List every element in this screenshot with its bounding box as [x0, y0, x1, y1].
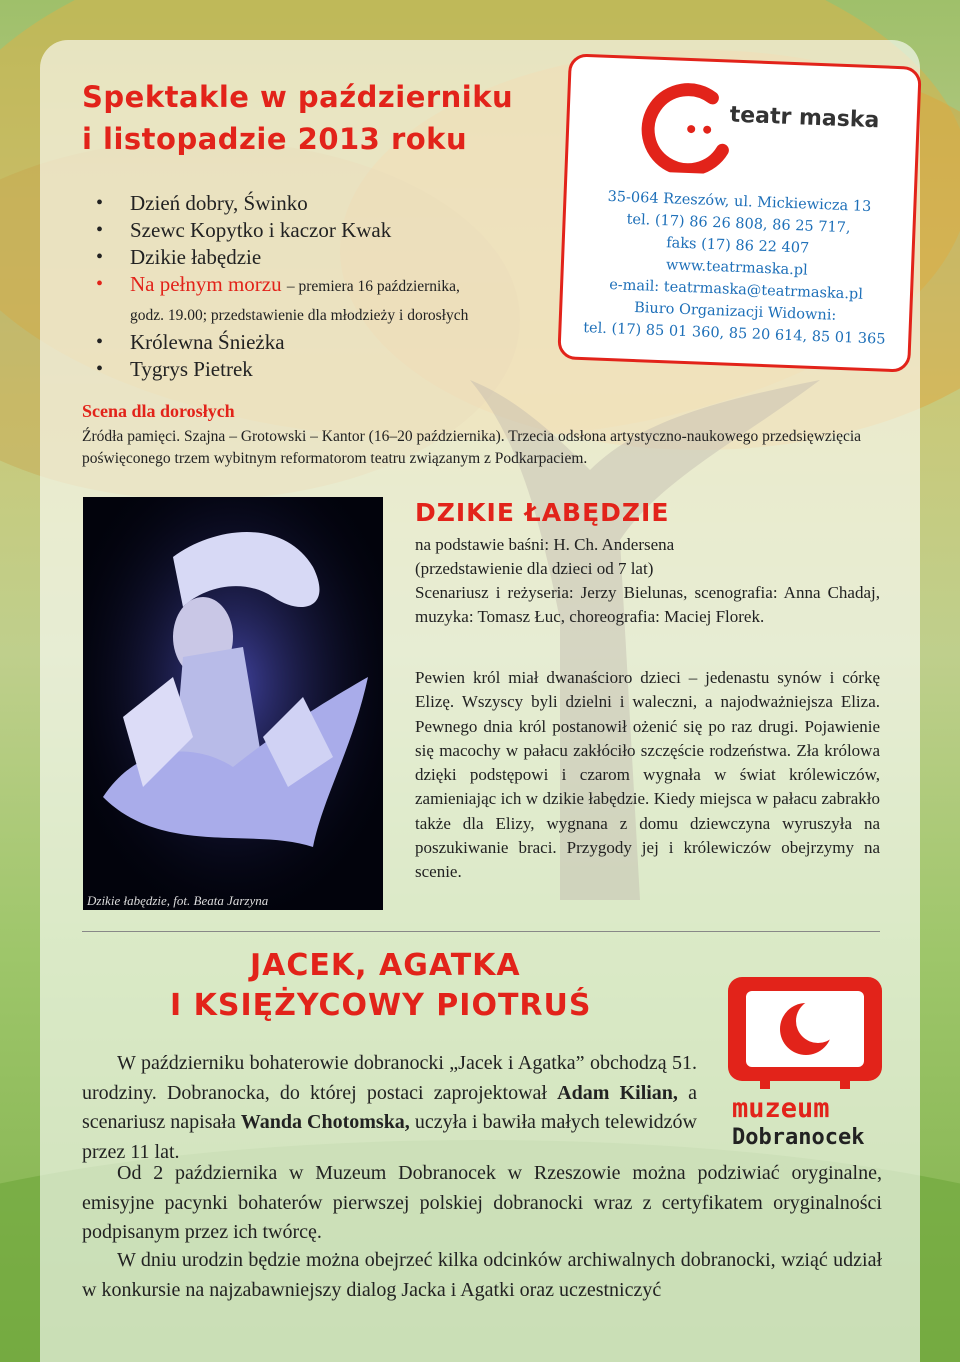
dobranocek-label: Dobranocek [732, 1125, 865, 1150]
stage-photo-image [83, 497, 383, 910]
photo-caption: Dzikie łabędzie, fot. Beata Jarzyna [87, 893, 269, 908]
tv-icon [720, 973, 890, 1091]
dzikie-credits: Scenariusz i reżyseria: Jerzy Bielunas, scenografia: Anna Chadaj, muzyka: Tomasz Łuc, choreografia: Maciej Florek. [415, 583, 880, 627]
page-title-line1: Spektakle w październiku [82, 80, 514, 114]
muzeum-dobranocek-logo [720, 973, 890, 1163]
page-title-line2: i listopadzie 2013 roku [82, 122, 468, 156]
dzikie-story: Pewien król miał dwanaścioro dzieci – jedenastu synów i córkę Elizę. Wszyscy byli dzielni i waleczni, a najodważniejsza Eliza. Pewnego dnia król postanowił ożenić się po raz drugi. Pojawienie się macochy w pałacu zakłóciło szczęście rodzeństwa. Zła królowa dzięki podstępowi i czarom wygnała w świat królewiczów, zamieniając ich w dzikie łabędzie. Kiedy miejsca w pałacu zabrakło także dla Elizy, wygnana z domu dziewczyna wyruszyła na poszukiwanie braci. Przygody jej i królewiczów obejrzymy na scenie. [415, 668, 880, 882]
website-link[interactable]: www.teatrmaska.pl [665, 257, 809, 279]
show-note-detail: godz. 19.00; przedstawienie dla młodzieży i dorosłych [130, 307, 469, 324]
dzikie-labedzie-photo [83, 497, 383, 910]
theatre-name: teatr maska [729, 102, 880, 134]
show-title: Szewc Kopytko i kaczor Kwak [130, 218, 392, 242]
show-item [92, 329, 562, 356]
shows-list [92, 190, 562, 383]
jacek-heading-line1: JACEK, AGATKA [250, 948, 521, 983]
email-link[interactable]: e-mail: teatrmaska@teatrmaska.pl [608, 277, 864, 303]
dzikie-age: (przedstawienie dla dzieci od 7 lat) [415, 559, 654, 578]
office-label: Biuro Organizacji Widowni: [633, 300, 837, 324]
section-divider [82, 931, 880, 932]
jacek-heading-line2: I KSIĘŻYCOWY PIOTRUŚ [170, 988, 592, 1023]
theatre-contact-card [557, 53, 921, 372]
phone: tel. (17) 86 26 808, 86 25 717, [626, 211, 851, 237]
show-item [92, 190, 562, 217]
jacek-paragraph-2: Od 2 października w Muzeum Dobranocek w Rzeszowie można podziwiać oryginalne, emisyjne pacynki bohaterów pierwszej polskiej dobranocki wraz z certyfikatem oryginalności podpisanym przez ich twórcę. [82, 1162, 882, 1243]
dzikie-source: na podstawie baśni: H. Ch. Andersena [415, 535, 675, 554]
office-phone: tel. (17) 85 01 360, 85 20 614, 85 01 365 [582, 320, 886, 348]
muzeum-label: muzeum [732, 1093, 830, 1124]
show-note: – premiera 16 października, [286, 278, 460, 295]
show-title: Królewna Śnieżka [130, 330, 285, 354]
show-item [92, 244, 562, 271]
jacek-paragraph-3: W dniu urodzin będzie można obejrzeć kilka odcinków archiwalnych dobranocki, wziąć udział w konkursie na najzabawniejszy dialog Jacka i Agatki oraz uczestniczyć [82, 1249, 882, 1301]
show-item-premiere [92, 271, 562, 329]
address: 35-064 Rzeszów, ul. Mickiewicza 13 [607, 188, 872, 216]
teatr-maska-logo-icon [640, 81, 741, 175]
dzikie-heading: DZIKIE ŁABĘDZIE [415, 498, 670, 527]
scena-text: Źródła pamięci. Szajna – Grotowski – Kantor (16–20 października). Trzecia odsłona artystyczno-naukowego przedsięwzięcia poświęconego trzem wybitnym reformatorom teatru związanym z Podkarpaciem. [82, 428, 862, 467]
show-title: Tygrys Pietrek [130, 357, 253, 381]
show-title: Dzikie łabędzie [130, 245, 262, 269]
show-title: Na pełnym morzu [130, 272, 282, 296]
show-title: Dzień dobry, Świnko [130, 191, 308, 215]
show-item [92, 217, 562, 244]
theatre-contact [569, 185, 905, 352]
show-item [92, 356, 562, 383]
scena-heading: Scena dla dorosłych [82, 401, 235, 421]
fax: faks (17) 86 22 407 [665, 235, 810, 257]
jacek-paragraph-1: W październiku bohaterowie dobranocki „Jacek i Agatka” obchodzą 51. urodziny. Dobranocka, do której postaci zaprojektował Adam Kilian, a scenariusz napisała Wanda Chotomska, uczyła i bawiła małych telewidzów przez 11 lat. [82, 1052, 697, 1163]
